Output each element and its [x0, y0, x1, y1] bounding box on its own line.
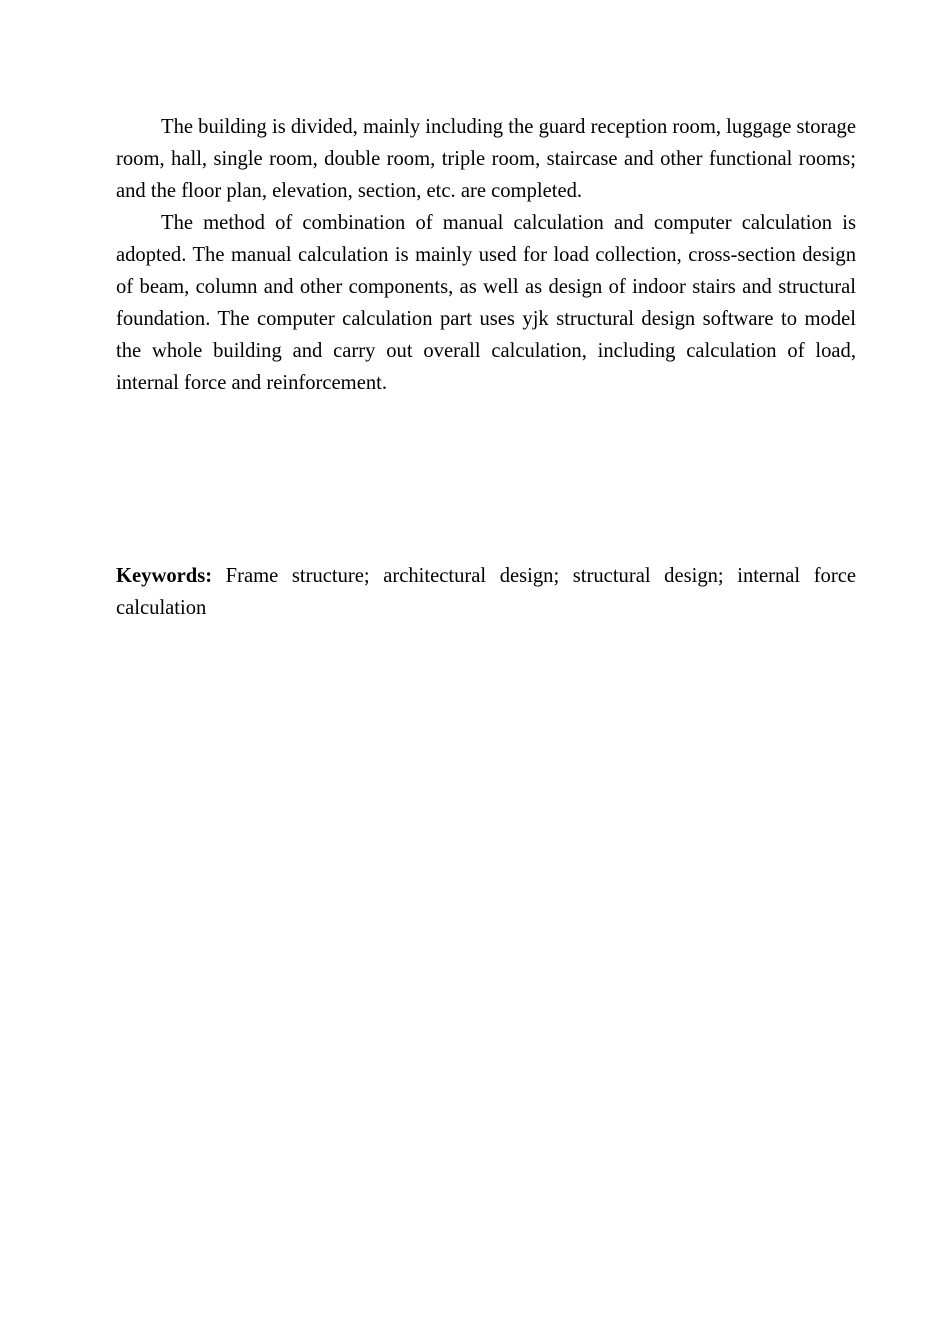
abstract-paragraph-1: The building is divided, mainly including the guard reception room, luggage storage room, hall, single room, double room, triple room, staircase and other functional rooms; and the floor plan, elevation, section, etc. are completed. [116, 116, 856, 202]
keywords-line [116, 560, 856, 624]
keywords-text: Frame structure; architectural design; structural design; internal force calculation [116, 565, 856, 619]
abstract-paragraph-2: The method of combination of manual calculation and computer calculation is adopted. The manual calculation is mainly used for load collection, cross-section design of beam, column and other components, as well as design of indoor stairs and structural foundation. The computer calculation part uses yjk structural design software to model the whole building and carry out overall calculation, including calculation of load, internal force and reinforcement. [116, 212, 856, 394]
keywords-label: Keywords: [116, 565, 213, 587]
document-page [116, 111, 856, 624]
